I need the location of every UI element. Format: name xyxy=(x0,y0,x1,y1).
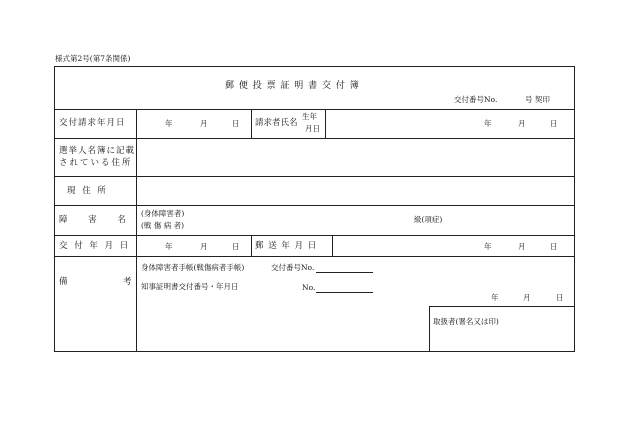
remarks-year: 年 xyxy=(491,293,499,302)
handbook-label: 身体障害者手帳(戦傷病者手帳) xyxy=(141,263,245,272)
handbook-number-label: 交付番号No. xyxy=(271,263,315,272)
mail-day: 日 xyxy=(550,242,558,251)
birth-label-1: 生年 xyxy=(302,112,317,121)
current-address-field[interactable] xyxy=(137,177,574,205)
birth-year: 年 xyxy=(484,119,492,128)
form-title: 郵 便 投 票 証 明 書 交 付 簿 xyxy=(225,81,360,91)
registry-address-field[interactable] xyxy=(137,139,574,176)
handbook-number-field[interactable] xyxy=(316,272,373,273)
registry-address-label-1: 選挙人名簿に記載 xyxy=(59,146,136,156)
row-divider xyxy=(55,205,574,206)
issue-day: 日 xyxy=(232,242,240,251)
mail-month: 月 xyxy=(518,242,526,251)
governor-number-field[interactable] xyxy=(316,292,373,293)
col-divider xyxy=(332,235,333,256)
row-divider xyxy=(55,109,574,110)
disability-grade: 級(項症) xyxy=(414,215,443,224)
requester-label: 請求者氏名 xyxy=(255,118,298,128)
col-divider xyxy=(325,109,326,138)
birth-label-2: 月日 xyxy=(305,124,320,133)
issue-date-label: 交 付 年 月 日 xyxy=(59,241,131,251)
disability-type-2: (戦 傷 病 者) xyxy=(141,221,185,230)
remarks-label-1: 備 xyxy=(59,277,68,287)
current-address-label: 現 住 所 xyxy=(67,186,108,196)
request-date-label: 交付請求年月日 xyxy=(59,118,126,128)
handler-top-line xyxy=(429,306,574,307)
birth-day: 日 xyxy=(550,119,558,128)
certificate-register-form xyxy=(54,66,575,352)
request-year: 年 xyxy=(165,119,173,128)
governor-number-label: No. xyxy=(302,283,316,292)
handler-signature-area[interactable] xyxy=(430,329,573,350)
remarks-label-2: 考 xyxy=(123,277,132,287)
mail-date-label: 郵 送 年 月 日 xyxy=(255,241,318,251)
handler-label: 取扱者(署名又は印) xyxy=(433,317,499,326)
disability-label: 障 害 名 xyxy=(59,215,126,225)
number-suffix: 号 契印 xyxy=(525,95,550,104)
col-divider xyxy=(251,109,252,138)
col-divider xyxy=(251,235,252,256)
issue-year: 年 xyxy=(165,242,173,251)
number-prefix: 交付番号No. xyxy=(454,95,498,104)
form-label: 様式第2号(第7条関係) xyxy=(55,54,131,63)
birth-month: 月 xyxy=(518,119,526,128)
remarks-day: 日 xyxy=(556,293,564,302)
row-divider xyxy=(55,256,574,257)
request-month: 月 xyxy=(200,119,208,128)
issue-month: 月 xyxy=(200,242,208,251)
governor-cert-label: 知事証明書交付番号・年月日 xyxy=(141,282,239,291)
mail-year: 年 xyxy=(484,242,492,251)
request-day: 日 xyxy=(232,119,240,128)
row-divider xyxy=(55,235,574,236)
disability-type-1: (身体障害者) xyxy=(141,209,185,218)
registry-address-label-2: されている住所 xyxy=(59,158,133,168)
remarks-month: 月 xyxy=(523,293,531,302)
